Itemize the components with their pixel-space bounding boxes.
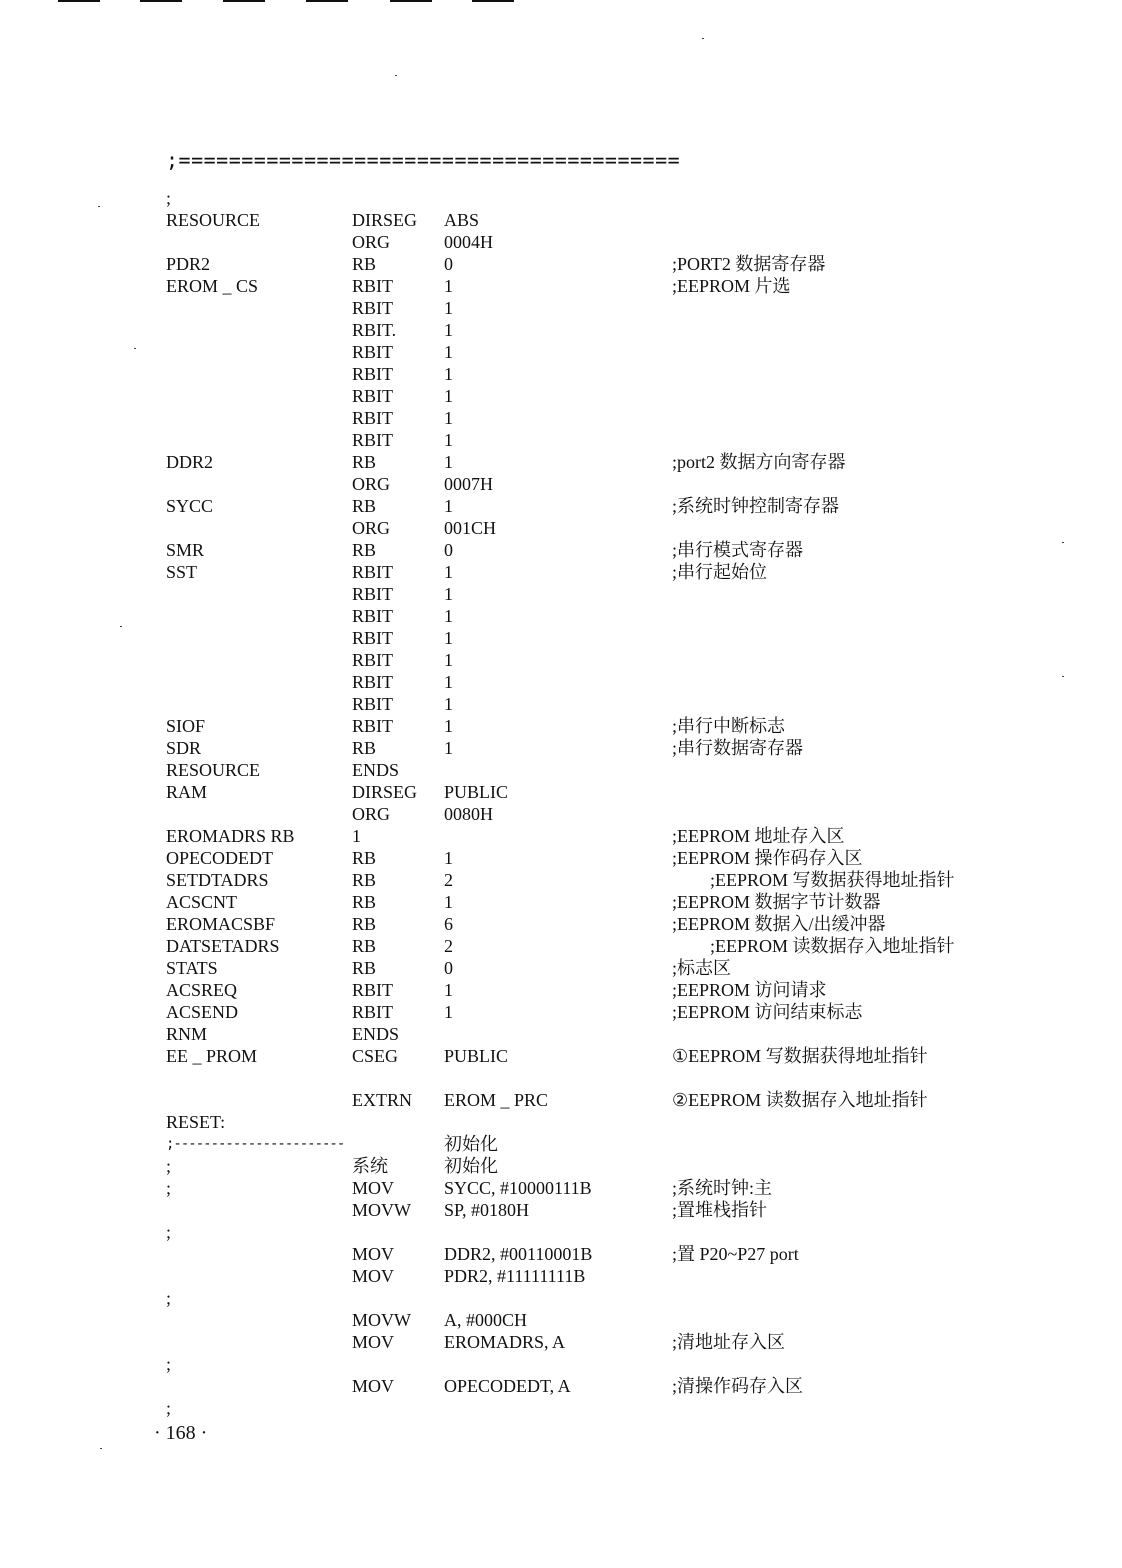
operand-field: 1: [444, 716, 453, 736]
opcode-field: MOV: [352, 1376, 395, 1396]
operand-field: 1: [444, 342, 453, 362]
opcode-field: RBIT: [352, 364, 394, 384]
label-field: DDR2: [166, 452, 214, 472]
code-line: [166, 1331, 1066, 1353]
code-line: [166, 539, 1066, 561]
scan-speck: [1062, 676, 1064, 677]
code-line: [166, 363, 1066, 385]
comment-field: ;PORT2 数据寄存器: [672, 254, 826, 274]
code-line: [166, 385, 1066, 407]
comment-field: ;置堆栈指针: [672, 1200, 768, 1220]
opcode-field: RBIT: [352, 342, 394, 362]
comment-field: ;port2 数据方向寄存器: [672, 452, 846, 472]
comment-field: ;EEPROM 操作码存入区: [672, 848, 863, 868]
top-rule: [58, 0, 100, 2]
operand-field: 0007H: [444, 474, 493, 494]
code-line: [166, 429, 1066, 451]
operand-field: 1: [444, 298, 453, 318]
opcode-field: RBIT: [352, 672, 394, 692]
operand-field: 0080H: [444, 804, 493, 824]
comment-field: ;串行模式寄存器: [672, 540, 804, 560]
label-field: ;: [166, 1398, 172, 1418]
operand-field: 1: [444, 562, 453, 582]
code-line: [166, 1089, 1066, 1111]
opcode-field: 系统: [352, 1156, 388, 1176]
label-field: EROM _ CS: [166, 276, 259, 296]
code-line: [166, 1045, 1066, 1089]
label-field: ;: [166, 1156, 172, 1176]
label-field: SDR: [166, 738, 202, 758]
code-line: [166, 297, 1066, 319]
opcode-field: RB: [352, 254, 377, 274]
opcode-field: RBIT: [352, 430, 394, 450]
top-rule: [306, 0, 348, 2]
code-line: [166, 495, 1066, 517]
code-line: [166, 737, 1066, 759]
label-field: ACSCNT: [166, 892, 238, 912]
operand-field: 2: [444, 870, 453, 890]
opcode-field: MOV: [352, 1244, 395, 1264]
code-line: [166, 759, 1066, 781]
operand-field: 1: [444, 408, 453, 428]
code-line: [166, 891, 1066, 913]
code-line: [166, 1243, 1066, 1265]
code-line: [166, 913, 1066, 935]
code-line: [166, 275, 1066, 297]
operand-field: EROM _ PRC: [444, 1090, 549, 1110]
operand-field: OPECODEDT, A: [444, 1376, 571, 1396]
label-field: ACSREQ: [166, 980, 238, 1000]
operand-field: 001CH: [444, 518, 497, 538]
scan-speck: [395, 75, 397, 76]
opcode-field: CSEG: [352, 1046, 399, 1066]
code-line: [166, 1397, 1066, 1419]
code-line: [166, 1177, 1066, 1199]
operand-field: 1: [444, 276, 453, 296]
operand-field: SP, #0180H: [444, 1200, 530, 1220]
top-scan-rules: [0, 0, 1122, 4]
code-line: [166, 1221, 1066, 1243]
opcode-field: RB: [352, 870, 377, 890]
code-line: [166, 253, 1066, 275]
comment-field: ②EEPROM 读数据存入地址指针: [672, 1090, 928, 1110]
operand-field: 0: [444, 540, 453, 560]
code-line: [166, 671, 1066, 693]
scan-speck: [1062, 542, 1064, 543]
operand-field: PUBLIC: [444, 782, 509, 802]
opcode-field: RBIT: [352, 386, 394, 406]
code-line: [166, 209, 1066, 231]
comment-field: ;系统时钟控制寄存器: [672, 496, 840, 516]
opcode-field: RBIT: [352, 408, 394, 428]
opcode-field: MOV: [352, 1178, 395, 1198]
comment-field: ;串行中断标志: [672, 716, 786, 736]
opcode-field: RBIT: [352, 1002, 394, 1022]
opcode-field: RBIT: [352, 562, 394, 582]
operand-field: 2: [444, 936, 453, 956]
opcode-field: RB: [352, 936, 377, 956]
comment-field: ;串行数据寄存器: [672, 738, 804, 758]
operand-field: 1: [444, 430, 453, 450]
opcode-field: RB: [352, 496, 377, 516]
opcode-field: RBIT: [352, 606, 394, 626]
opcode-field: RBIT: [352, 980, 394, 1000]
operand-field: 1: [444, 672, 453, 692]
code-line: [166, 517, 1066, 539]
label-field: SMR: [166, 540, 205, 560]
operand-field: PDR2, #11111111B: [444, 1266, 586, 1286]
operand-field: 1: [444, 606, 453, 626]
label-field: ;: [166, 188, 172, 208]
scan-speck: [100, 1448, 102, 1449]
code-line: [166, 649, 1066, 671]
operand-field: 1: [444, 584, 453, 604]
operand-field: 1: [444, 848, 453, 868]
opcode-field: ENDS: [352, 1024, 400, 1044]
code-line: [166, 781, 1066, 803]
opcode-field: ORG: [352, 232, 391, 252]
label-field: ;-----------------------: [166, 1136, 345, 1152]
operand-field: 1: [444, 628, 453, 648]
code-line: [166, 957, 1066, 979]
comment-field: ;EEPROM 地址存入区: [672, 826, 845, 846]
opcode-field: ENDS: [352, 760, 400, 780]
operand-field: 1: [444, 364, 453, 384]
separator-line: ;========================================: [166, 148, 681, 172]
label-field: ;: [166, 1178, 172, 1198]
comment-field: ;EEPROM 写数据获得地址指针: [710, 870, 955, 890]
comment-field: ;EEPROM 访问结束标志: [672, 1002, 863, 1022]
operand-field: 1: [444, 452, 453, 472]
operand-field: 1: [444, 694, 453, 714]
label-field: DATSETADRS: [166, 936, 280, 956]
top-rule: [223, 0, 265, 2]
opcode-field: MOV: [352, 1266, 395, 1286]
operand-field: 1: [444, 320, 453, 340]
label-field: PDR2: [166, 254, 211, 274]
comment-field: ①EEPROM 写数据获得地址指针: [672, 1046, 928, 1066]
code-line: [166, 803, 1066, 825]
comment-field: ;EEPROM 片选: [672, 276, 791, 296]
label-field: SST: [166, 562, 198, 582]
opcode-field: ORG: [352, 474, 391, 494]
code-line: [166, 605, 1066, 627]
opcode-field: ORG: [352, 518, 391, 538]
opcode-field: RBIT: [352, 650, 394, 670]
label-field: ;: [166, 1222, 172, 1242]
code-line: [166, 1309, 1066, 1331]
comment-field: ;置 P20~P27 port: [672, 1244, 799, 1264]
code-line: [166, 1155, 1066, 1177]
scan-speck: [702, 38, 704, 39]
top-rule: [472, 0, 514, 2]
code-line: [166, 319, 1066, 341]
page-number: · 168 ·: [154, 1422, 208, 1444]
code-line: [166, 341, 1066, 363]
opcode-field: RBIT: [352, 298, 394, 318]
comment-field: ;串行起始位: [672, 562, 768, 582]
opcode-field: RBIT: [352, 584, 394, 604]
label-field: STATS: [166, 958, 218, 978]
top-rule: [390, 0, 432, 2]
opcode-field: MOV: [352, 1332, 395, 1352]
label-field: EROMADRS RB: [166, 826, 295, 846]
label-field: RAM: [166, 782, 208, 802]
code-line: [166, 1001, 1066, 1023]
top-rule: [140, 0, 182, 2]
operand-field: 1: [444, 892, 453, 912]
code-line: [166, 1265, 1066, 1287]
operand-field: 0: [444, 254, 453, 274]
comment-field: ;EEPROM 数据入/出缓冲器: [672, 914, 886, 934]
code-line: [166, 1133, 1066, 1155]
label-field: SIOF: [166, 716, 206, 736]
label-field: RESOURCE: [166, 210, 261, 230]
operand-field: 6: [444, 914, 453, 934]
comment-field: ;EEPROM 数据字节计数器: [672, 892, 881, 912]
code-line: [166, 1023, 1066, 1045]
comment-field: ;EEPROM 访问请求: [672, 980, 827, 1000]
opcode-field: DIRSEG: [352, 210, 418, 230]
operand-field: 1: [444, 1002, 453, 1022]
label-field: ;: [166, 1354, 172, 1374]
comment-field: ;标志区: [672, 958, 732, 978]
scan-speck: [98, 206, 100, 207]
code-line: [166, 979, 1066, 1001]
code-line: [166, 693, 1066, 715]
opcode-field: RB: [352, 914, 377, 934]
label-field: SYCC: [166, 496, 214, 516]
opcode-field: RB: [352, 958, 377, 978]
code-line: [166, 561, 1066, 583]
operand-field: SYCC, #10000111B: [444, 1178, 592, 1198]
operand-field: 初始化: [444, 1156, 498, 1176]
code-line: [166, 627, 1066, 649]
opcode-field: RB: [352, 738, 377, 758]
opcode-field: RBIT.: [352, 320, 397, 340]
opcode-field: RB: [352, 848, 377, 868]
operand-field: EROMADRS, A: [444, 1332, 566, 1352]
opcode-field: RB: [352, 540, 377, 560]
code-line: [166, 583, 1066, 605]
code-line: [166, 1375, 1066, 1397]
label-field: ACSEND: [166, 1002, 239, 1022]
opcode-field: RBIT: [352, 276, 394, 296]
code-line: [166, 847, 1066, 869]
opcode-field: RBIT: [352, 694, 394, 714]
code-line: [166, 825, 1066, 847]
opcode-field: RB: [352, 452, 377, 472]
opcode-field: 1: [352, 826, 361, 846]
label-field: RNM: [166, 1024, 208, 1044]
code-line: [166, 935, 1066, 957]
opcode-field: ORG: [352, 804, 391, 824]
opcode-field: RBIT: [352, 716, 394, 736]
opcode-field: DIRSEG: [352, 782, 418, 802]
opcode-field: RBIT: [352, 628, 394, 648]
comment-field: ;EEPROM 读数据存入地址指针: [710, 936, 955, 956]
operand-field: 1: [444, 386, 453, 406]
opcode-field: EXTRN: [352, 1090, 412, 1110]
label-field: EE _ PROM: [166, 1046, 258, 1066]
code-line: [166, 869, 1066, 891]
comment-field: ;系统时钟:主: [672, 1178, 773, 1198]
comment-field: ;清操作码存入区: [672, 1376, 804, 1396]
code-line: [166, 231, 1066, 253]
operand-field: 1: [444, 738, 453, 758]
assembly-listing: [166, 187, 1066, 1419]
opcode-field: MOVW: [352, 1310, 411, 1330]
code-line: [166, 473, 1066, 495]
label-field: SETDTADRS: [166, 870, 269, 890]
code-line: [166, 451, 1066, 473]
label-field: ;: [166, 1288, 172, 1308]
operand-field: A, #000CH: [444, 1310, 528, 1330]
operand-field: 初始化: [444, 1134, 498, 1154]
scan-speck: [120, 626, 122, 627]
operand-field: 0004H: [444, 232, 493, 252]
operand-field: DDR2, #00110001B: [444, 1244, 593, 1264]
opcode-field: MOVW: [352, 1200, 411, 1220]
code-line: [166, 715, 1066, 737]
operand-field: ABS: [444, 210, 480, 230]
operand-field: 1: [444, 980, 453, 1000]
code-line: [166, 1111, 1066, 1133]
label-field: EROMACSBF: [166, 914, 276, 934]
comment-field: ;清地址存入区: [672, 1332, 786, 1352]
label-field: RESET:: [166, 1112, 226, 1132]
operand-field: 0: [444, 958, 453, 978]
code-line: [166, 1199, 1066, 1221]
label-field: OPECODEDT: [166, 848, 273, 868]
label-field: RESOURCE: [166, 760, 261, 780]
operand-field: 1: [444, 650, 453, 670]
scan-speck: [134, 348, 136, 349]
code-line: [166, 1287, 1066, 1309]
code-line: [166, 1353, 1066, 1375]
operand-field: PUBLIC: [444, 1046, 509, 1066]
opcode-field: RB: [352, 892, 377, 912]
code-line: [166, 407, 1066, 429]
operand-field: 1: [444, 496, 453, 516]
code-line: [166, 187, 1066, 209]
